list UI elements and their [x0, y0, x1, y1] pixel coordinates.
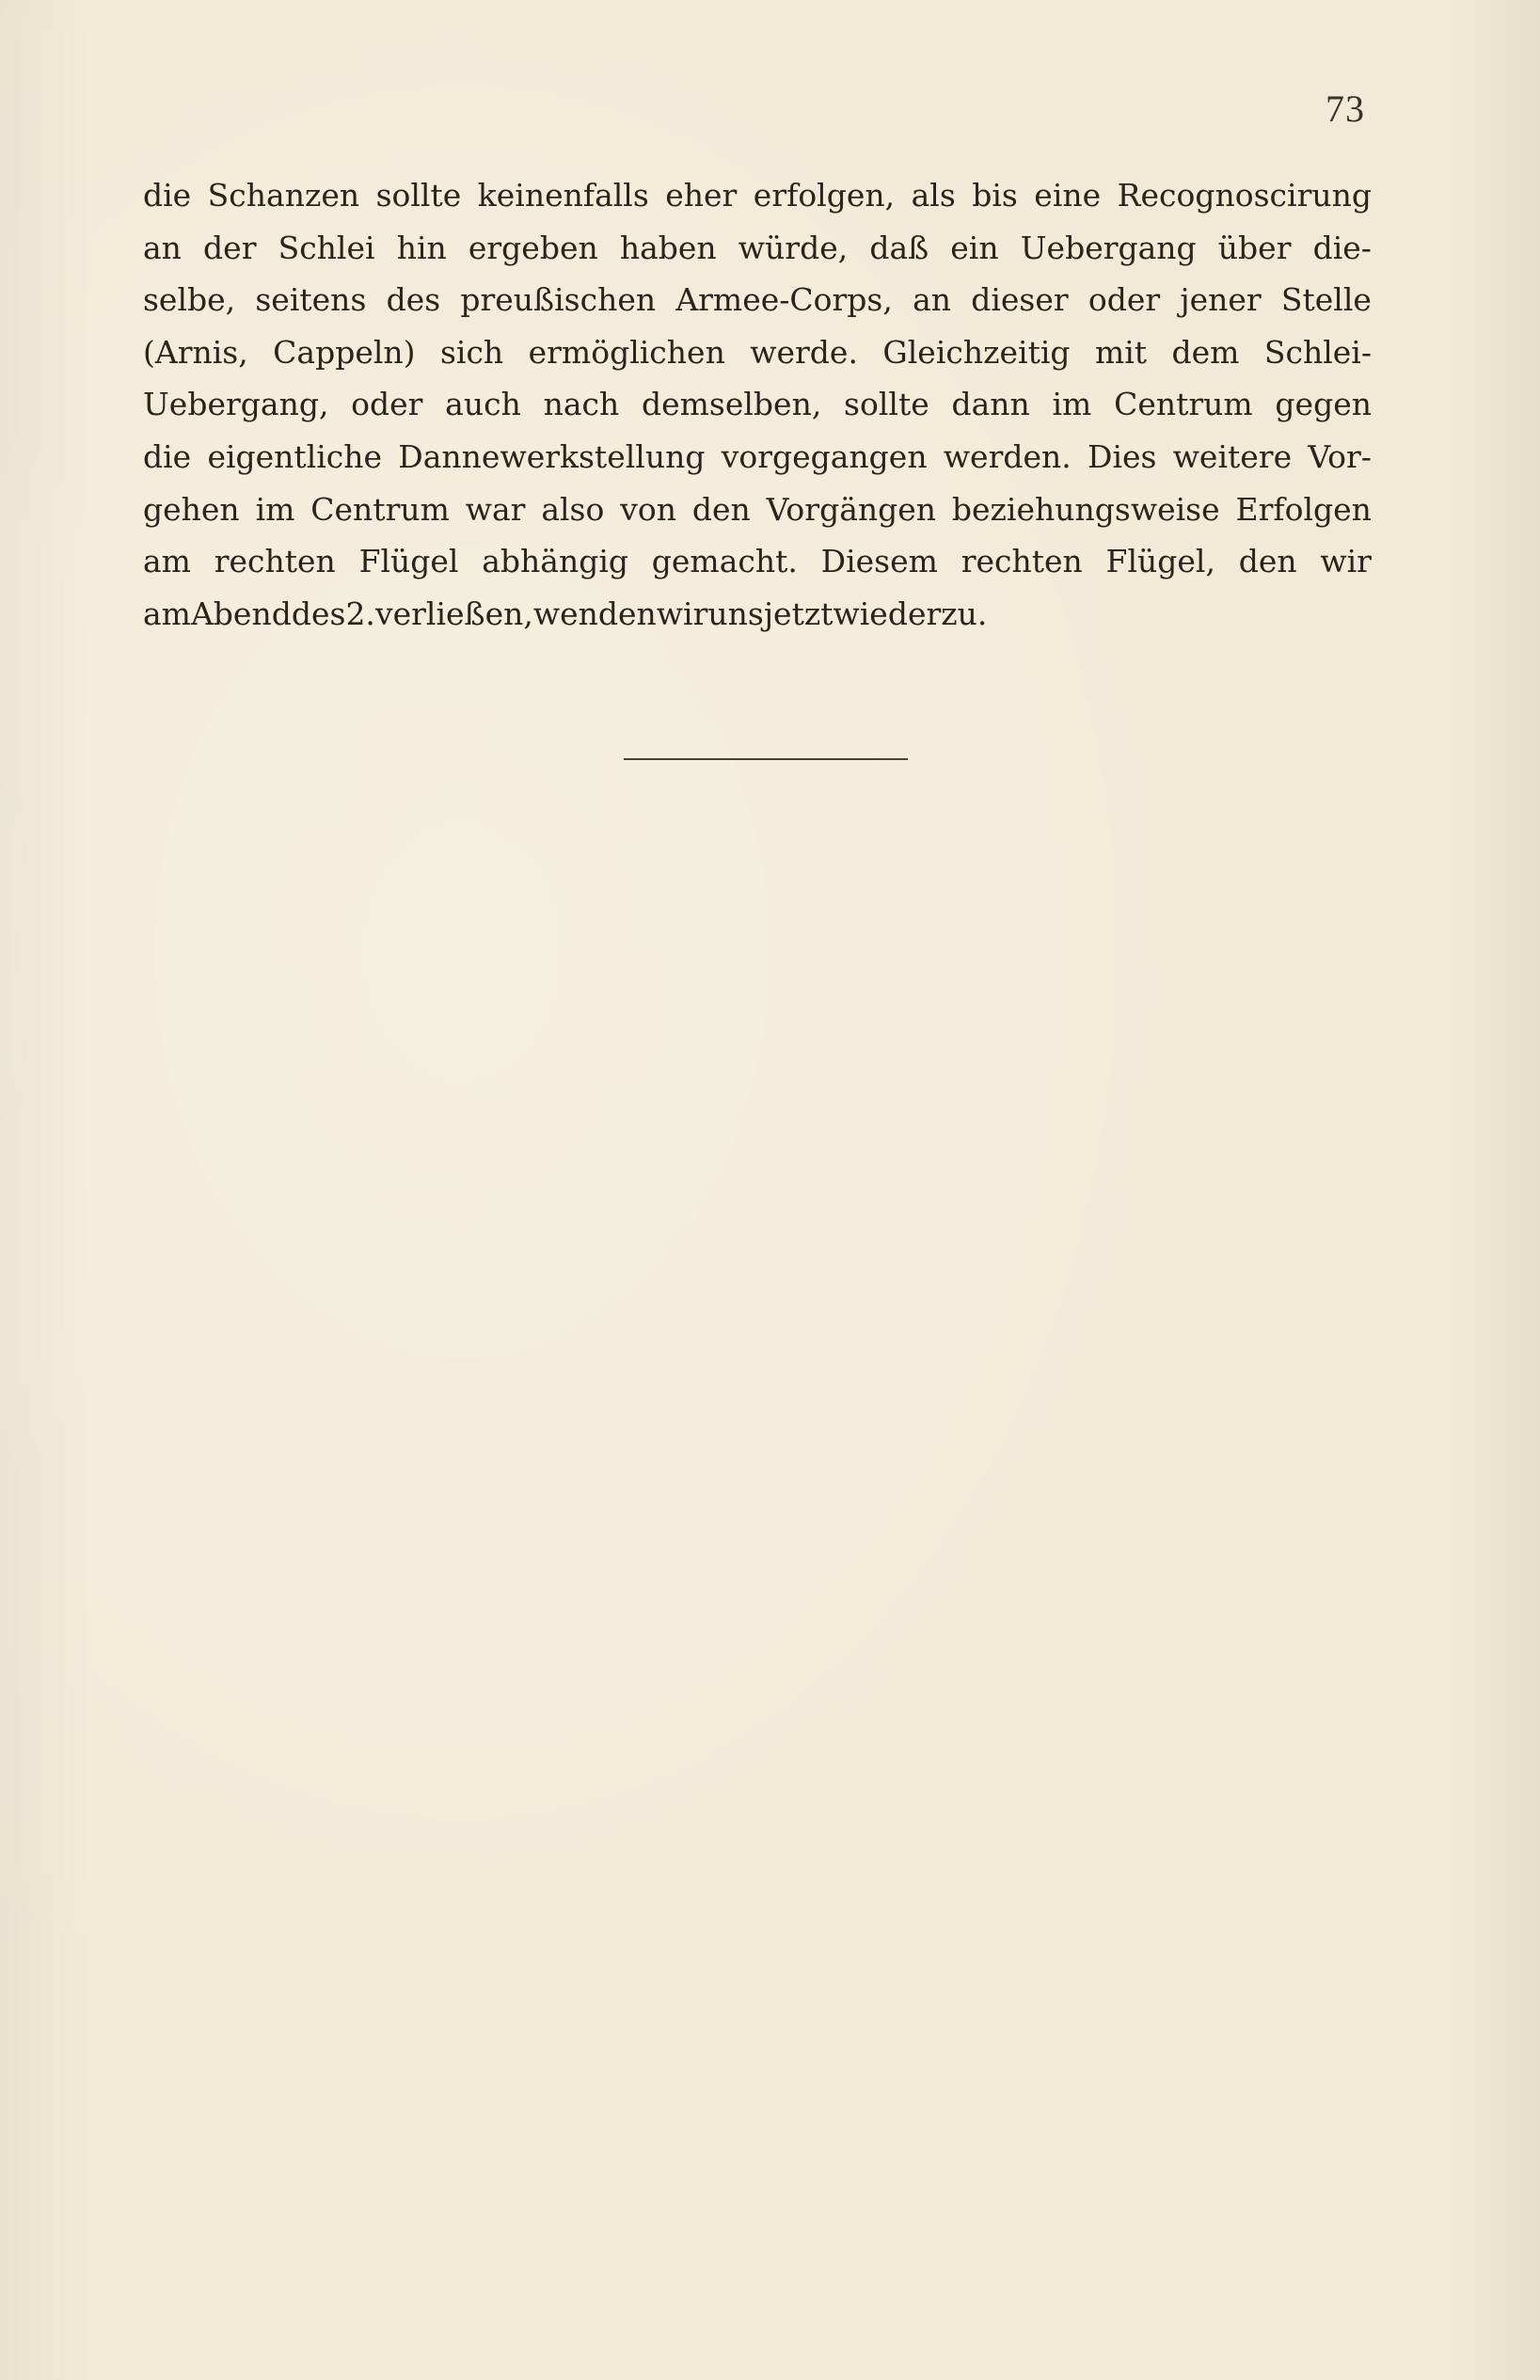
text-line	[143, 588, 1372, 641]
word: gemacht.	[651, 543, 798, 580]
word: sich	[439, 333, 504, 371]
word: beziehungsweise	[951, 490, 1220, 528]
word: rechten	[214, 543, 336, 580]
word: die	[143, 177, 192, 214]
word: Diesem	[820, 543, 938, 580]
word: war	[465, 490, 526, 528]
word: oder	[351, 386, 423, 423]
word: Dies	[1087, 437, 1157, 475]
word: selbe,	[143, 281, 236, 319]
word: sollte	[375, 177, 462, 214]
word: Dannewerkstellung	[398, 437, 706, 475]
word: seitens	[255, 281, 367, 319]
text-line	[143, 378, 1372, 431]
word: abhängig	[482, 543, 629, 580]
word: hin	[396, 229, 447, 266]
word: nach	[543, 386, 620, 423]
word: der	[203, 229, 257, 266]
word: Schlei-	[1263, 333, 1372, 371]
word: ein	[950, 229, 999, 266]
word: 2.	[345, 595, 375, 632]
word: an	[143, 229, 182, 266]
word: mit	[1094, 333, 1148, 371]
word: den	[691, 490, 751, 528]
page-number: 73	[1326, 87, 1365, 130]
word: (Arnis,	[143, 333, 248, 371]
word: Erfolgen	[1235, 490, 1372, 528]
word: daß	[869, 229, 929, 266]
word: Gleichzeitig	[882, 333, 1071, 371]
word: gehen	[143, 490, 240, 528]
word: also	[541, 490, 605, 528]
word: gegen	[1275, 386, 1372, 423]
text-line	[143, 169, 1372, 222]
word: wenden	[532, 595, 657, 632]
word: an	[913, 281, 952, 319]
word: Recognoscirung	[1117, 177, 1372, 214]
word: die	[143, 437, 192, 475]
word: wieder	[833, 595, 942, 632]
word: im	[255, 490, 295, 528]
word: Uebergang	[1020, 229, 1197, 266]
word: Vorgängen	[766, 490, 937, 528]
word: erfolgen,	[753, 177, 896, 214]
word: werde.	[750, 333, 858, 371]
body-paragraph	[143, 169, 1372, 640]
word: des	[386, 281, 441, 319]
word: dieser	[971, 281, 1069, 319]
word: Stelle	[1280, 281, 1372, 319]
word: Schlei	[278, 229, 375, 266]
word: dann	[951, 386, 1030, 423]
word: ermöglichen	[528, 333, 725, 371]
word: im	[1052, 386, 1092, 423]
word: Vor-	[1308, 437, 1372, 475]
word: als	[911, 177, 956, 214]
text-line	[143, 431, 1372, 484]
word: Flügel,	[1105, 543, 1215, 580]
word: weitere	[1172, 437, 1293, 475]
text-line	[143, 222, 1372, 275]
word: Cappeln)	[273, 333, 416, 371]
word: sollte	[844, 386, 929, 423]
word: über	[1217, 229, 1292, 266]
word: Flügel	[358, 543, 459, 580]
word: rechten	[961, 543, 1083, 580]
word: vorgegangen	[721, 437, 928, 475]
word: des	[291, 595, 346, 632]
word: Centrum	[1114, 386, 1253, 423]
word: oder	[1088, 281, 1161, 319]
text-line	[143, 274, 1372, 326]
word: auch	[445, 386, 521, 423]
word: haben	[619, 229, 717, 266]
word: verließen,	[374, 595, 533, 632]
word: eher	[665, 177, 738, 214]
word: Centrum	[310, 490, 450, 528]
text-line	[143, 484, 1372, 536]
section-divider-rule	[624, 758, 908, 760]
word: uns	[707, 595, 764, 632]
word: Armee-Corps,	[675, 281, 893, 319]
word: dem	[1171, 333, 1240, 371]
word: preußischen	[460, 281, 657, 319]
word: wir	[1320, 543, 1372, 580]
word: jetzt	[763, 595, 834, 632]
word: Abend	[190, 595, 292, 632]
text-line	[143, 535, 1372, 588]
word: wir	[656, 595, 708, 632]
word: eigentliche	[207, 437, 383, 475]
word: bis	[972, 177, 1018, 214]
word: Schanzen	[207, 177, 360, 214]
word: am	[143, 595, 191, 632]
word: Uebergang,	[143, 386, 329, 423]
word: den	[1238, 543, 1297, 580]
word: eine	[1034, 177, 1102, 214]
word: jener	[1180, 281, 1262, 319]
word: von	[620, 490, 676, 528]
word: würde,	[738, 229, 849, 266]
word: zu.	[941, 595, 988, 632]
word: keinenfalls	[477, 177, 649, 214]
word: werden.	[943, 437, 1072, 475]
word: ergeben	[468, 229, 598, 266]
word: demselben,	[641, 386, 822, 423]
word: die-	[1312, 229, 1372, 266]
text-line	[143, 326, 1372, 379]
word: am	[143, 543, 191, 580]
